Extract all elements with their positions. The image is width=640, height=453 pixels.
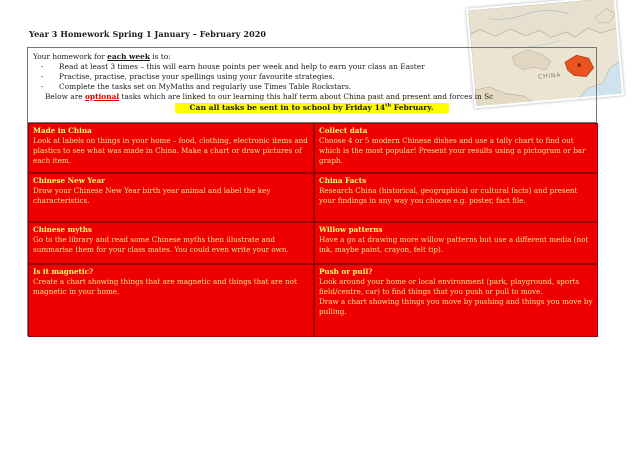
task-title: Willow patterns — [319, 225, 383, 234]
task-body: Research China (historical, geographical or cultural facts) and present your findings in any way you choose e.g. poster, fact file. — [319, 186, 578, 205]
task-push-or-pull — [314, 264, 598, 337]
task-body-extra: Draw a chart showing things you move by pushing and things you move by pulling. — [319, 297, 593, 316]
intro-bullet-reading: - Read at least 3 times – this will earn house points per week and help to earn your class an Easter — [41, 62, 590, 72]
task-china-facts — [314, 173, 598, 222]
task-title: Collect data — [319, 126, 368, 135]
task-title: Is it magnetic? — [33, 267, 94, 276]
task-is-it-magnetic — [28, 264, 314, 337]
homework-intro-box — [27, 47, 597, 123]
task-body: Choose 4 or 5 modern Chinese dishes and use a tally chart to find out which is the most popular! Present your results using a pictogram or bar graph. — [319, 136, 586, 165]
map-label: CHINA — [537, 71, 562, 81]
task-body: Draw your Chinese New Year birth year animal and label the key characteristics. — [33, 186, 271, 205]
task-body: Go to the library and read some Chinese myths then illustrate and summarise them for your class mates. You could even write your own. — [33, 235, 289, 254]
task-chinese-new-year — [28, 173, 314, 222]
optional-word: optional — [84, 92, 120, 101]
task-body: Look around your home or local environment (park, playground, sports field/centre, car) to find things that you push or pull to move. — [319, 277, 580, 296]
task-title: Made in China — [33, 126, 92, 135]
deadline-banner — [175, 103, 449, 113]
task-title: Chinese myths — [33, 225, 92, 234]
document-title: Year 3 Homework Spring 1 January – February 2020 — [29, 29, 267, 39]
task-title: Push or pull? — [319, 267, 373, 276]
optional-suffix: tasks which are linked to our learning this half term about China past and present and forces in Sc — [119, 92, 494, 101]
intro-bullet-list — [33, 62, 590, 92]
intro-line — [33, 52, 590, 62]
intro-bullet-spellings: - Practise, practise, practise your spellings using your favourite strategies. — [41, 72, 590, 82]
optional-tasks-grid — [27, 122, 597, 336]
task-title: China Facts — [319, 176, 367, 185]
task-collect-data — [314, 123, 598, 173]
task-title: Chinese New Year — [33, 176, 105, 185]
optional-tasks-line — [33, 92, 590, 102]
task-willow-patterns — [314, 222, 598, 264]
intro-prefix: Your homework for — [33, 52, 108, 61]
intro-emphasis: each week — [107, 52, 150, 61]
intro-bullet-maths: - Complete the tasks set on MyMaths and regularly use Times Table Rockstars. — [41, 82, 590, 92]
task-chinese-myths — [28, 222, 314, 264]
task-body: Create a chart showing things that are magnetic and things that are not magnetic in your home. — [33, 277, 297, 296]
deadline-end: February. — [391, 103, 434, 112]
task-made-in-china — [28, 123, 314, 173]
task-body: Look at labels on things in your home – food, clothing, electronic items and plastics to see what was made in China. Make a chart or draw pictures of each item. — [33, 136, 308, 165]
task-body: Have a go at drawing more willow patterns but use a different media (not ink, maybe paint, crayon, felt tip). — [319, 235, 589, 254]
deadline-superscript: th — [385, 102, 392, 109]
optional-prefix: Below are — [45, 92, 85, 101]
deadline-text: Can all tasks be sent in to school by Friday 14 — [189, 103, 386, 112]
intro-suffix: is to: — [149, 52, 171, 61]
